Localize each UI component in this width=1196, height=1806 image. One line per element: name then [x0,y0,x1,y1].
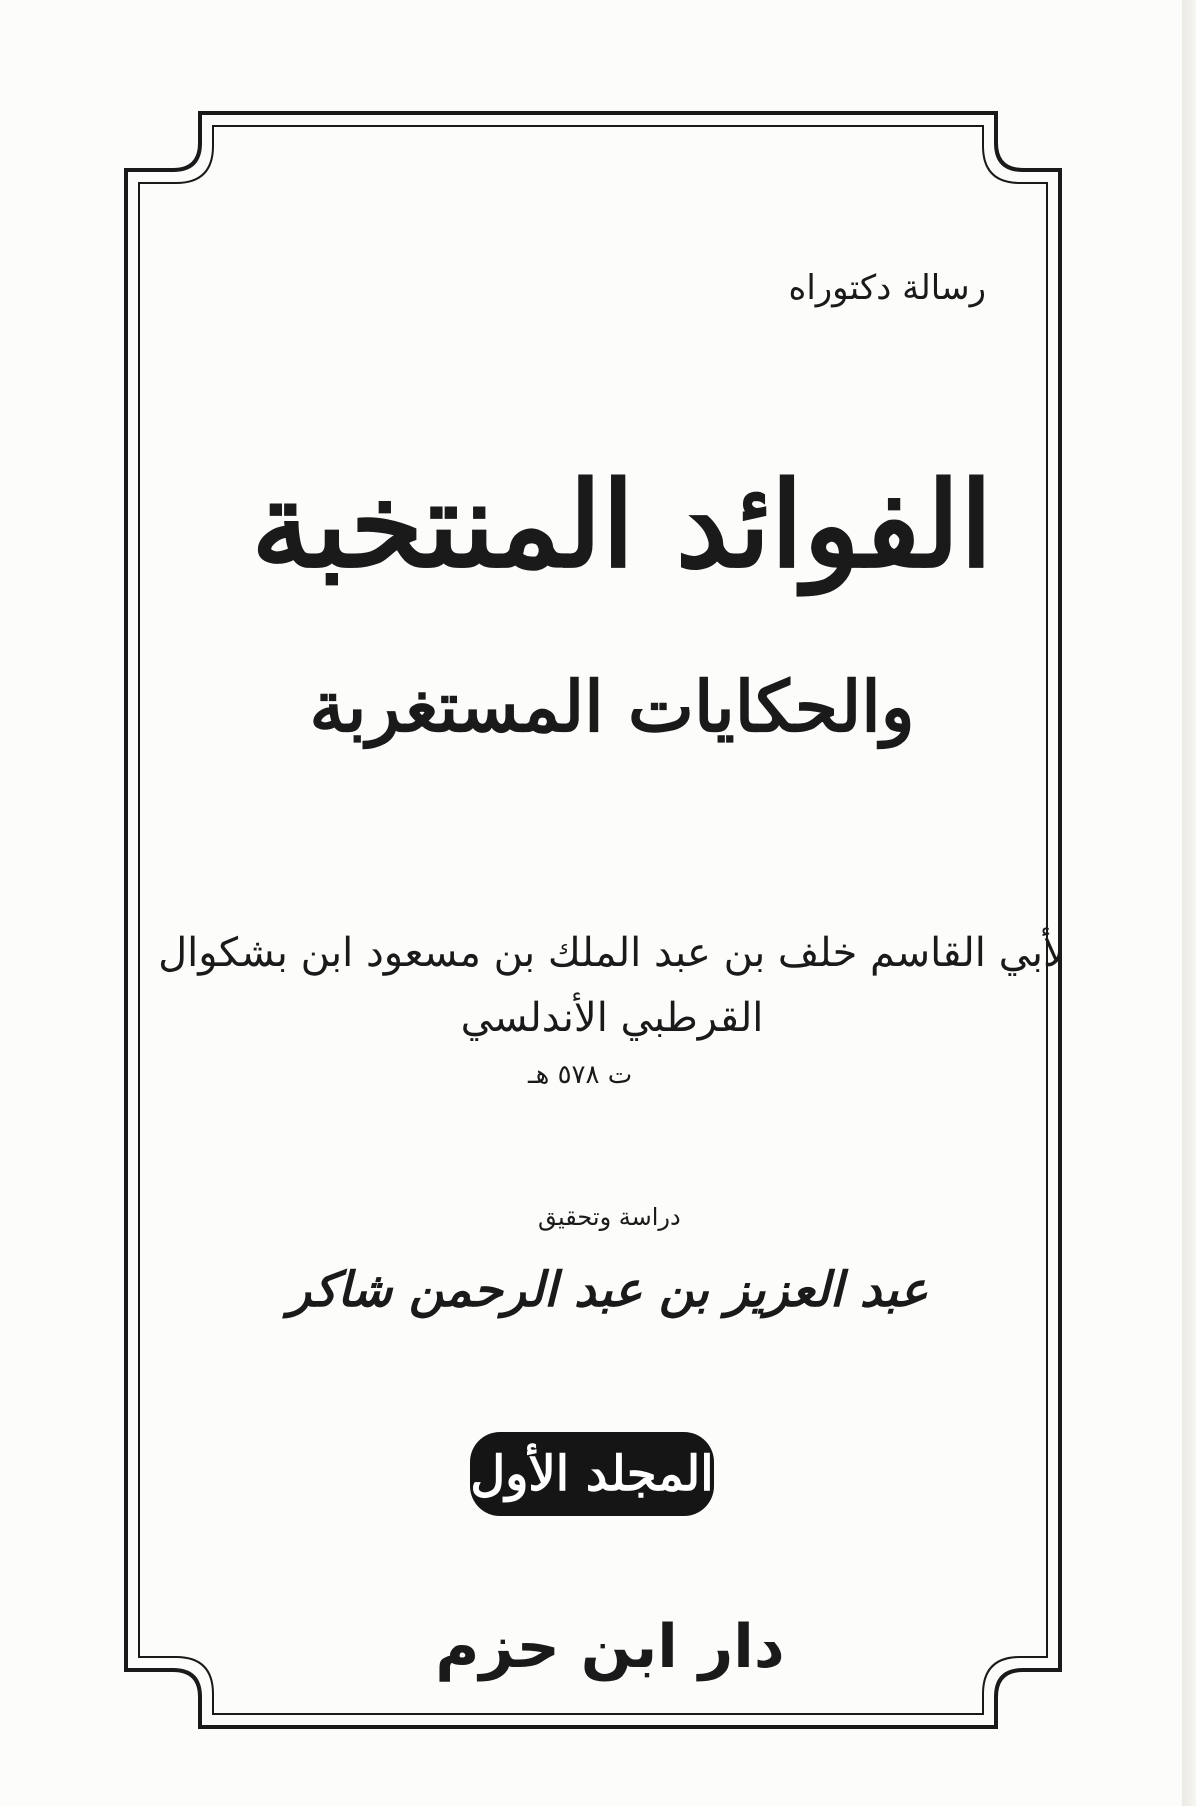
book-title: الفوائد المنتخبة [251,455,993,594]
book-subtitle: والحكايات المستغربة [309,665,915,748]
author-name: لأبي القاسم خلف بن عبد الملك بن مسعود ابن بشكوال [158,930,1066,976]
doctoral-thesis-label: رسالة دكتوراه [788,268,986,308]
editor-name: عبد العزيز بن عبد الرحمن شاكر [287,1262,929,1318]
study-and-edition-label: دراسة وتحقيق [538,1203,681,1231]
author-nisba: القرطبي الأندلسي [460,995,764,1041]
publisher-name: دار ابن حزم [435,1612,785,1682]
author-death-date: ت ٥٧٨ هـ [528,1060,633,1090]
volume-badge: المجلد الأول [470,1432,714,1516]
